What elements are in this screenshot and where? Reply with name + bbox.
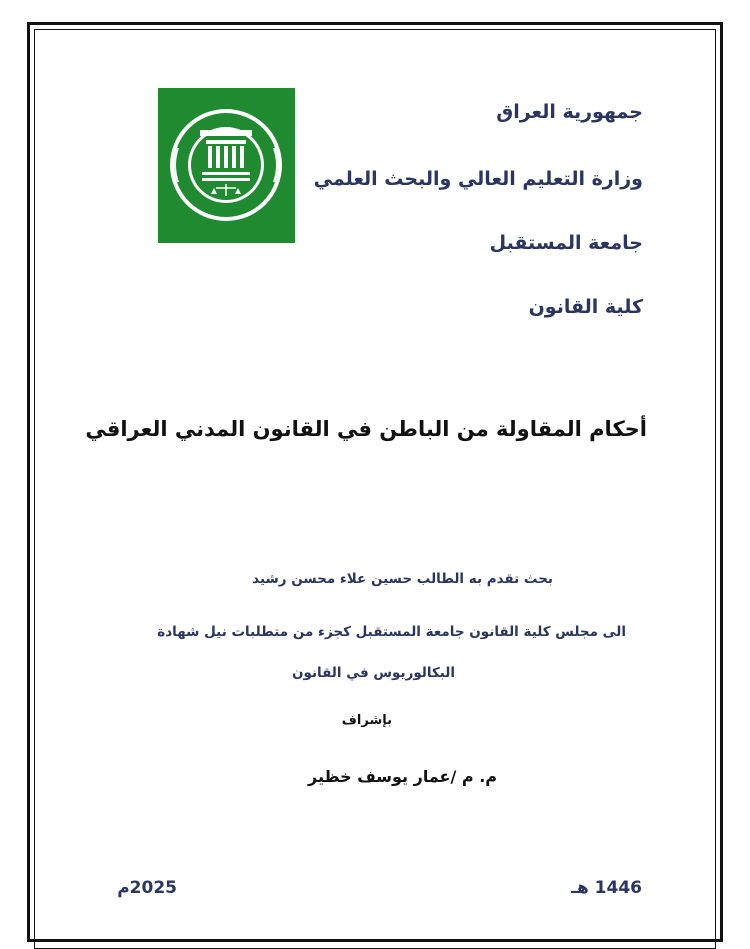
header-ministry: وزارة التعليم العالي والبحث العلمي	[313, 168, 643, 190]
header-republic: جمهورية العراق	[496, 101, 643, 123]
supervision-label: بإشراف	[341, 713, 392, 728]
gregorian-year: 2025م	[117, 878, 177, 898]
research-title: أحكام المقاولة من الباطن في القانون المدني العراقي	[85, 417, 647, 441]
header-college: كلية القانون	[528, 296, 643, 318]
supervisor-name: م. م /عمار يوسف خظير	[308, 767, 497, 786]
header-university: جامعة المستقبل	[489, 232, 643, 254]
university-logo-icon	[158, 88, 295, 243]
page-border-inner	[34, 29, 716, 949]
hijri-year: 1446 هـ	[571, 878, 642, 898]
submission-student: بحث تقدم به الطالب حسين علاء محسن رشيد	[252, 571, 553, 587]
submission-degree: البكالوريوس في القانون	[291, 665, 455, 681]
submission-council: الى مجلس كلية القانون جامعة المستقبل كجزء من متطلبات نيل شهادة	[157, 624, 626, 640]
